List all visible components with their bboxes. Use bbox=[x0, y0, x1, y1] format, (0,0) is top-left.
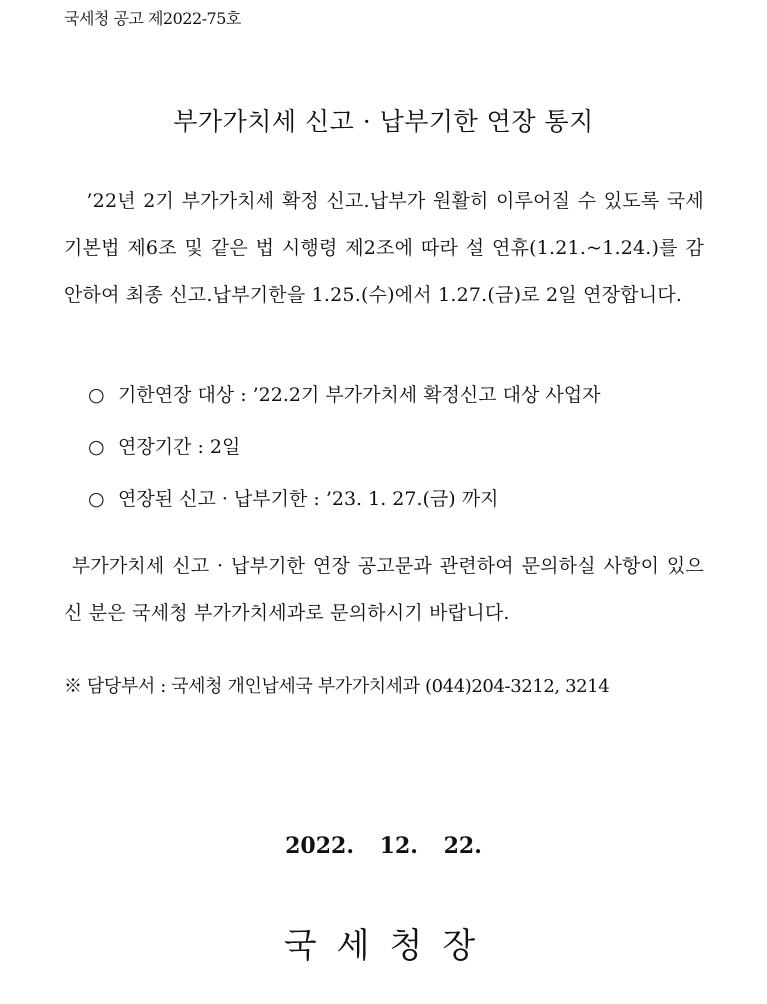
notice-number: 국세청 공고 제2022-75호 bbox=[64, 9, 241, 28]
body-paragraph-extension bbox=[64, 178, 704, 319]
body-paragraph-inquiry bbox=[64, 543, 704, 637]
circle-bullet-icon: ○ bbox=[88, 384, 105, 406]
circle-bullet-icon: ○ bbox=[88, 436, 105, 458]
bullet-text: 기한연장 대상 : ’22.2기 부가가치세 확정신고 대상 사업자 bbox=[118, 384, 601, 406]
extension-details-list bbox=[88, 371, 708, 527]
list-item bbox=[88, 475, 708, 527]
list-item bbox=[88, 423, 708, 475]
contact-department: ※ 담당부서 : 국세청 개인납세국 부가가치세과 (044)204-3212, 3214 bbox=[64, 676, 610, 697]
bullet-text: 연장된 신고 · 납부기한 : ’23. 1. 27.(금) 까지 bbox=[118, 488, 499, 510]
issue-date: 2022. 12. 22. bbox=[285, 833, 482, 859]
document-title: 부가가치세 신고 · 납부기한 연장 통지 bbox=[173, 107, 594, 136]
bullet-text: 연장기간 : 2일 bbox=[118, 436, 241, 458]
issuing-agency: 국세청장 bbox=[283, 926, 496, 966]
paragraph-text: 부가가치세 신고 · 납부기한 연장 공고문과 관련하여 문의하실 사항이 있으신 분은 국세청 부가가치세과로 문의하시기 바랍니다. bbox=[64, 555, 704, 624]
list-item bbox=[88, 371, 708, 423]
circle-bullet-icon: ○ bbox=[88, 488, 105, 510]
paragraph-text: ’22년 2기 부가가치세 확정 신고.납부가 원활히 이루어질 수 있도록 국세기본법 제6조 및 같은 법 시행령 제2조에 따라 설 연휴(1.21.~1.24.)를 감안하여 최종 신고.납부기한을 1.25.(수)에서 1.27.(금)로 2일 연장합니다. bbox=[64, 190, 704, 306]
